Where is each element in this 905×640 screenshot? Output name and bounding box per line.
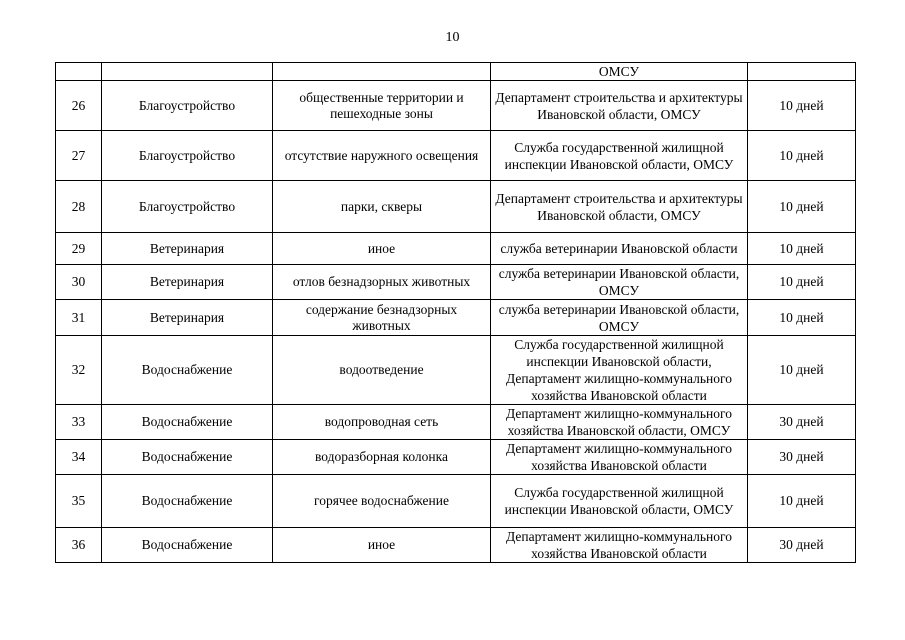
organization-cell: служба ветеринарии Ивановской области, ОМСУ — [491, 300, 748, 336]
row-number-cell: 28 — [56, 181, 102, 233]
table-row — [56, 336, 856, 405]
table-row — [56, 265, 856, 300]
subject-cell: общественные территории и пешеходные зоны — [273, 81, 491, 131]
row-number-cell: 30 — [56, 265, 102, 300]
table-row — [56, 528, 856, 563]
term-cell: 10 дней — [748, 181, 856, 233]
subject-cell: водопроводная сеть — [273, 405, 491, 440]
subject-cell: водоотведение — [273, 336, 491, 405]
subject-cell: иное — [273, 233, 491, 265]
term-cell: 30 дней — [748, 405, 856, 440]
organization-cell: ОМСУ — [491, 63, 748, 81]
row-number-cell: 32 — [56, 336, 102, 405]
document-table — [55, 62, 856, 563]
category-cell — [102, 63, 273, 81]
organization-cell: Департамент жилищно-коммунального хозяйства Ивановской области — [491, 528, 748, 563]
term-cell: 10 дней — [748, 233, 856, 265]
table-row — [56, 440, 856, 475]
table-row — [56, 405, 856, 440]
term-cell: 30 дней — [748, 528, 856, 563]
table-row — [56, 131, 856, 181]
term-cell: 30 дней — [748, 440, 856, 475]
category-cell: Благоустройство — [102, 181, 273, 233]
table-row — [56, 181, 856, 233]
term-cell — [748, 63, 856, 81]
row-number-cell: 34 — [56, 440, 102, 475]
term-cell: 10 дней — [748, 300, 856, 336]
subject-cell: иное — [273, 528, 491, 563]
category-cell: Водоснабжение — [102, 440, 273, 475]
organization-cell: Департамент жилищно-коммунального хозяйства Ивановской области, ОМСУ — [491, 405, 748, 440]
term-cell: 10 дней — [748, 475, 856, 528]
term-cell: 10 дней — [748, 265, 856, 300]
category-cell: Водоснабжение — [102, 405, 273, 440]
subject-cell: отлов безнадзорных животных — [273, 265, 491, 300]
table-row-continuation — [56, 63, 856, 81]
organization-cell: Департамент жилищно-коммунального хозяйства Ивановской области — [491, 440, 748, 475]
table-row — [56, 300, 856, 336]
organization-cell: служба ветеринарии Ивановской области — [491, 233, 748, 265]
organization-cell: Департамент строительства и архитектуры Ивановской области, ОМСУ — [491, 81, 748, 131]
row-number-cell: 29 — [56, 233, 102, 265]
subject-cell: парки, скверы — [273, 181, 491, 233]
row-number-cell: 31 — [56, 300, 102, 336]
category-cell: Благоустройство — [102, 131, 273, 181]
row-number-cell: 36 — [56, 528, 102, 563]
term-cell: 10 дней — [748, 131, 856, 181]
subject-cell — [273, 63, 491, 81]
term-cell: 10 дней — [748, 336, 856, 405]
category-cell: Водоснабжение — [102, 475, 273, 528]
subject-cell: водоразборная колонка — [273, 440, 491, 475]
organization-cell: Департамент строительства и архитектуры Ивановской области, ОМСУ — [491, 181, 748, 233]
subject-cell: отсутствие наружного освещения — [273, 131, 491, 181]
category-cell: Ветеринария — [102, 233, 273, 265]
category-cell: Ветеринария — [102, 265, 273, 300]
page-number: 10 — [445, 30, 460, 45]
table-row — [56, 81, 856, 131]
row-number-cell — [56, 63, 102, 81]
category-cell: Благоустройство — [102, 81, 273, 131]
organization-cell: служба ветеринарии Ивановской области, ОМСУ — [491, 265, 748, 300]
row-number-cell: 27 — [56, 131, 102, 181]
organization-cell: Служба государственной жилищной инспекции Ивановской области, ОМСУ — [491, 475, 748, 528]
organization-cell: Служба государственной жилищной инспекции Ивановской области, ОМСУ — [491, 131, 748, 181]
table-row — [56, 475, 856, 528]
category-cell: Водоснабжение — [102, 528, 273, 563]
row-number-cell: 33 — [56, 405, 102, 440]
term-cell: 10 дней — [748, 81, 856, 131]
row-number-cell: 26 — [56, 81, 102, 131]
subject-cell: содержание безнадзорных животных — [273, 300, 491, 336]
row-number-cell: 35 — [56, 475, 102, 528]
subject-cell: горячее водоснабжение — [273, 475, 491, 528]
category-cell: Ветеринария — [102, 300, 273, 336]
organization-cell: Служба государственной жилищной инспекции Ивановской области, Департамент жилищно-коммунального хозяйства Ивановской области — [491, 336, 748, 405]
table-row — [56, 233, 856, 265]
category-cell: Водоснабжение — [102, 336, 273, 405]
